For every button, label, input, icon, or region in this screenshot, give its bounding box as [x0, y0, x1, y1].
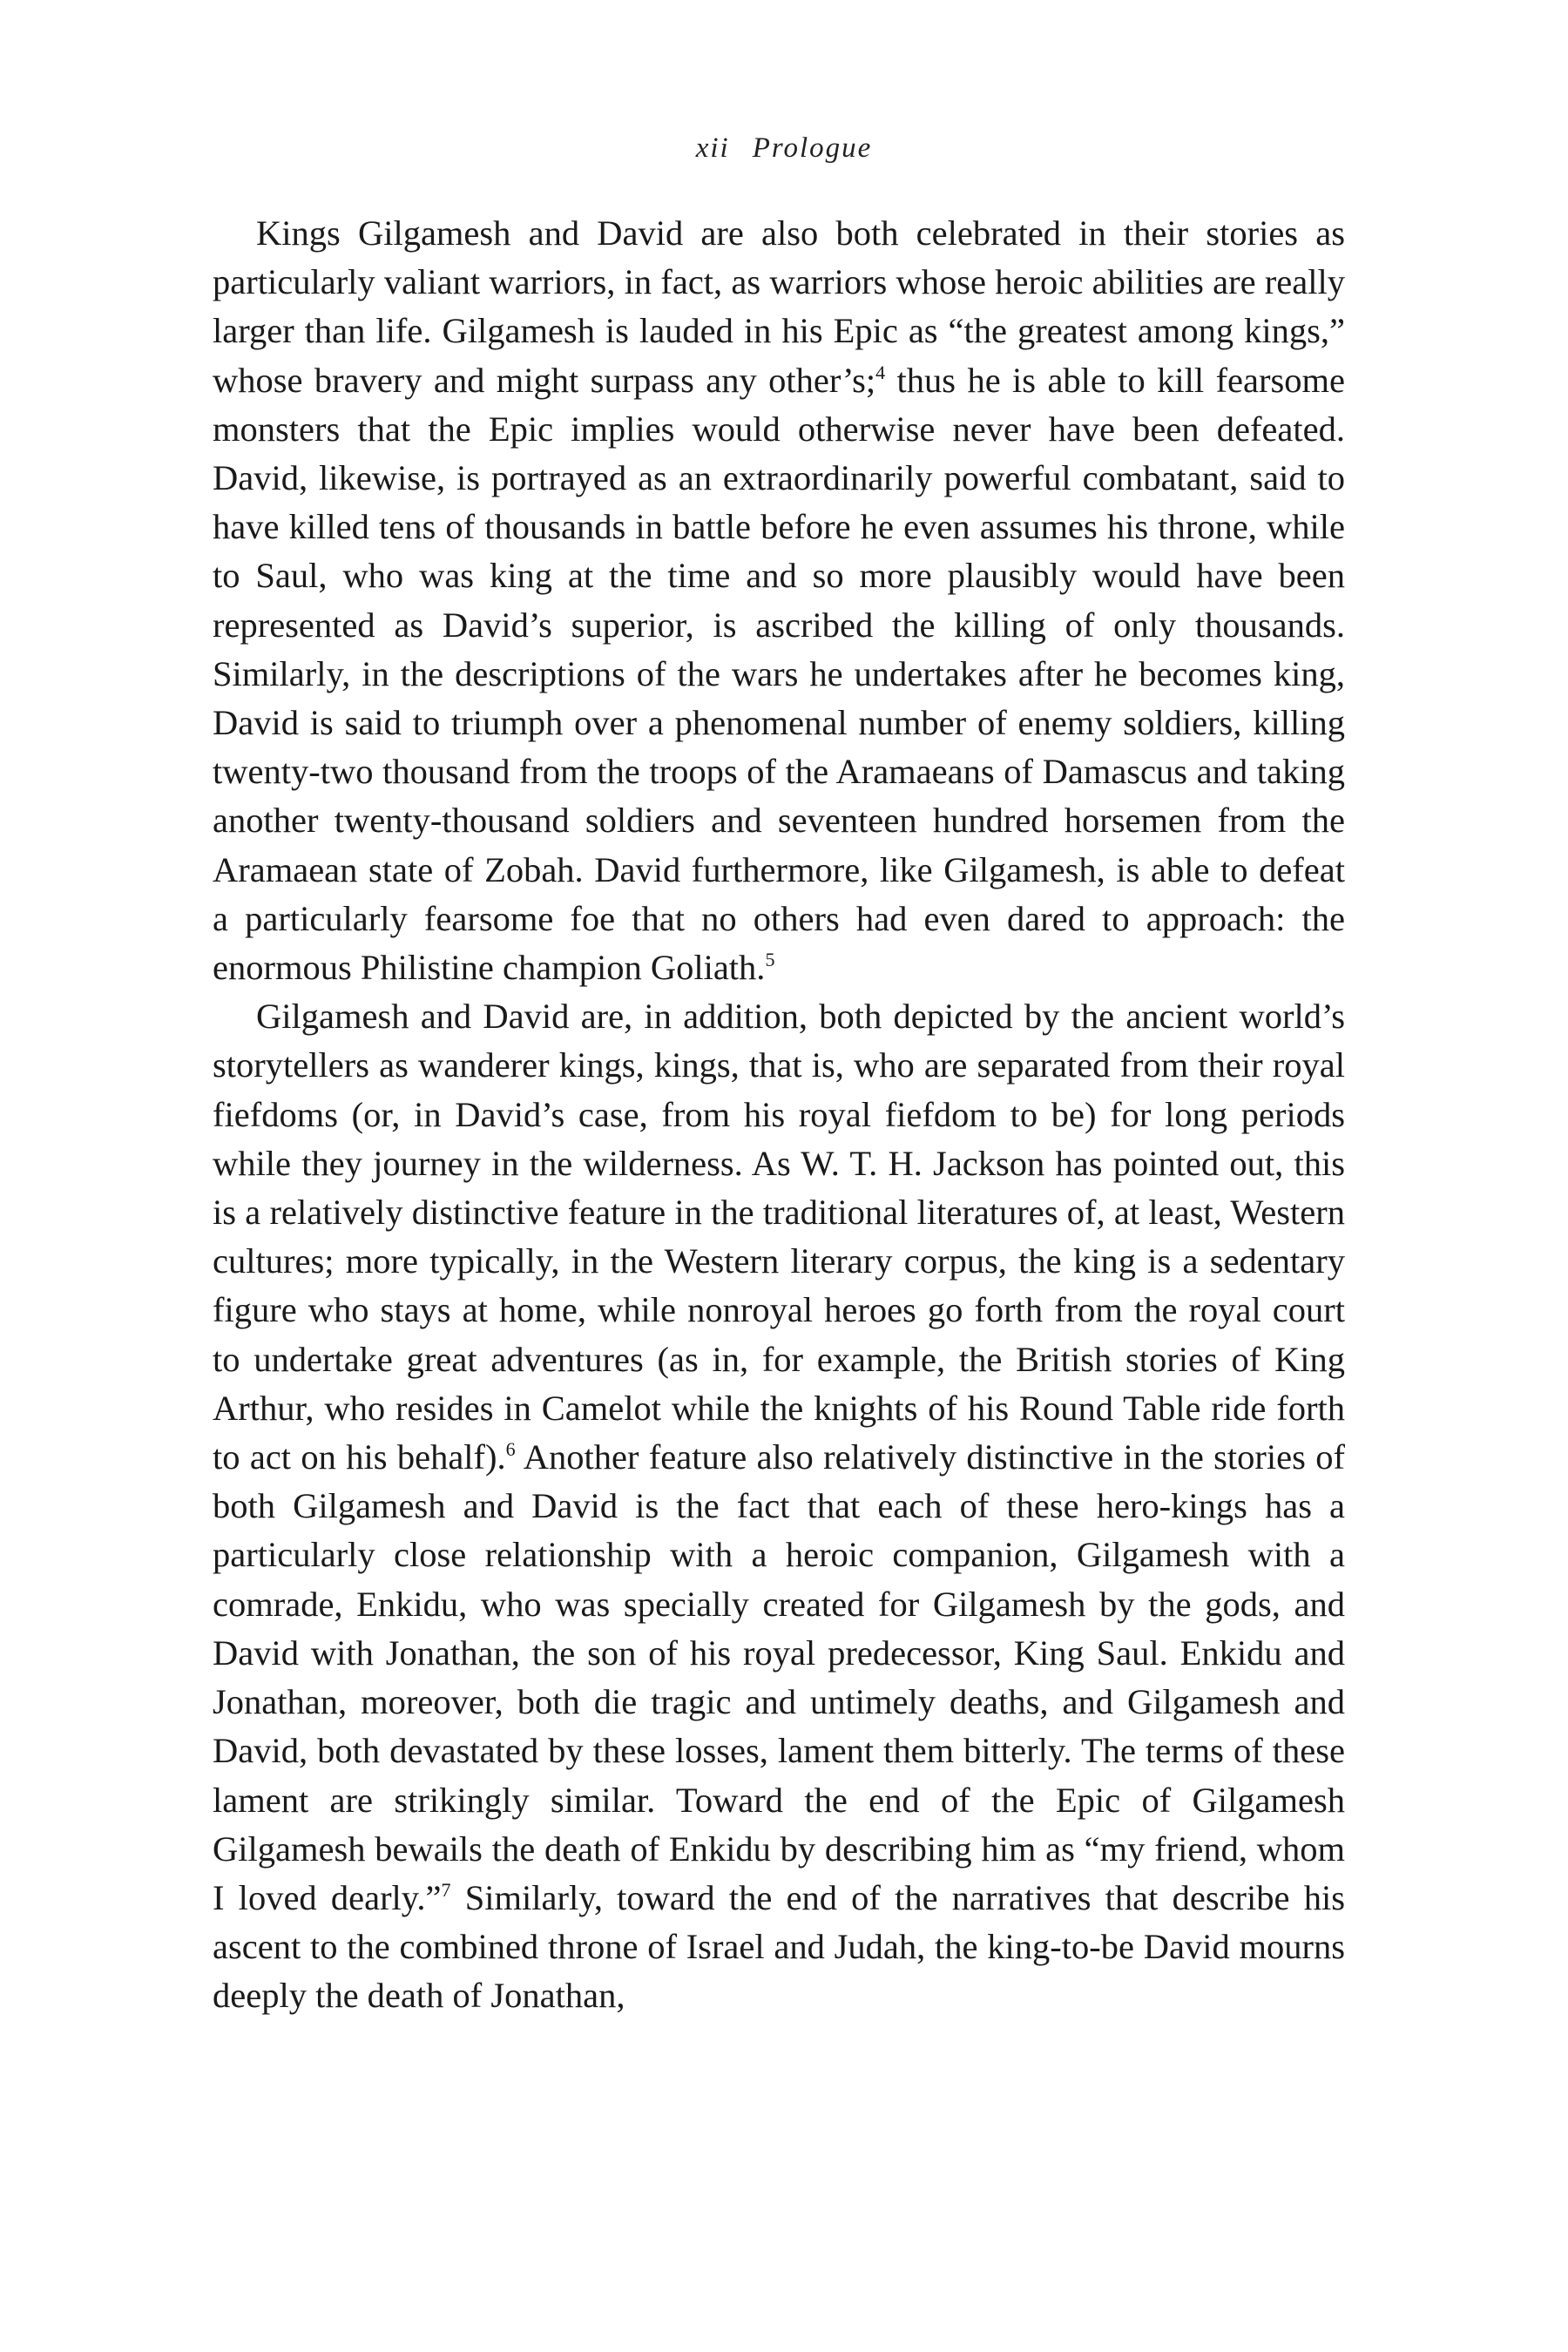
footnote-marker-4[interactable]: 4 — [875, 361, 886, 383]
chapter-title: Prologue — [752, 132, 873, 164]
body-text — [213, 209, 1345, 2021]
paragraph-2-text-c: Similarly, toward the end of the narratives that describe his ascent to the combined throne of Israel and Judah, the king-to-be David mourns deeply the death of Jonathan, — [213, 1877, 1345, 2016]
paragraph-2-text-b: Another feature also relatively distinctive in the stories of both Gilgamesh and David is the fact that each of these hero-kings has a particularly close relationship with a heroic companion, Gilgamesh with a comrade, Enkidu, who was specially created for Gilgamesh by the gods, and David with Jonathan, the son of his royal predecessor, King Saul. Enkidu and Jonathan, moreover, both die tragic and untimely deaths, and Gilgamesh and David, both devastated by these losses, lament them bitterly. The terms of these lament are strikingly similar. Toward the end of the Epic of Gilgamesh Gilgamesh bewails the death of Enkidu by describing him as “my friend, whom I loved dearly.” — [213, 1437, 1345, 1917]
paragraph-1-text-a: Kings Gilgamesh and David are also both celebrated in their stories as particularly valiant warriors, in fact, as warriors whose heroic abilities are really larger than life. Gilgamesh is lauded in his Epic as “the greatest among kings,” whose bravery and might surpass any other’s; — [213, 213, 1345, 400]
footnote-marker-6[interactable]: 6 — [505, 1438, 516, 1461]
paragraph-2 — [213, 992, 1345, 2020]
footnote-marker-5[interactable]: 5 — [765, 949, 775, 971]
paragraph-1 — [213, 209, 1345, 992]
paragraph-1-text-b: thus he is able to kill fearsome monsters that the Epic implies would otherwise never have been defeated. David, likewise, is portrayed as an extraordinarily powerful combatant, said to have killed tens of thousands in battle before he even assumes his throne, while to Saul, who was king at the time and so more plausibly would have been represented as David’s superior, is ascribed the killing of only thousands. Similarly, in the descriptions of the wars he undertakes after he becomes king, David is said to triumph over a phenomenal number of enemy soldiers, killing twenty-two thousand from the troops of the Aramaeans of Damascus and taking another twenty-thousand soldiers and seventeen hundred horsemen from the Aramaean state of Zobah. David furthermore, like Gilgamesh, is able to defeat a particularly fearsome foe that no others had even dared to approach: the enormous Philistine champion Goliath. — [213, 360, 1345, 988]
paragraph-2-text-a: Gilgamesh and David are, in addition, both depicted by the ancient world’s storytellers as wanderer kings, kings, that is, who are separated from their royal fiefdoms (or, in David’s case, from his royal fiefdom to be) for long periods while they journey in the wilderness. As W. T. H. Jackson has pointed out, this is a relatively distinctive feature in the traditional literatures of, at least, Western cultures; more typically, in the Western literary corpus, the king is a sedentary figure who stays at home, while nonroyal heroes go forth from the royal court to undertake great adventures (as in, for example, the British stories of King Arthur, who resides in Camelot while the knights of his Round Table ride forth to act on his behalf). — [213, 997, 1345, 1477]
footnote-marker-7[interactable]: 7 — [441, 1878, 451, 1901]
page-number: xii — [695, 132, 730, 164]
running-head — [0, 132, 1568, 165]
